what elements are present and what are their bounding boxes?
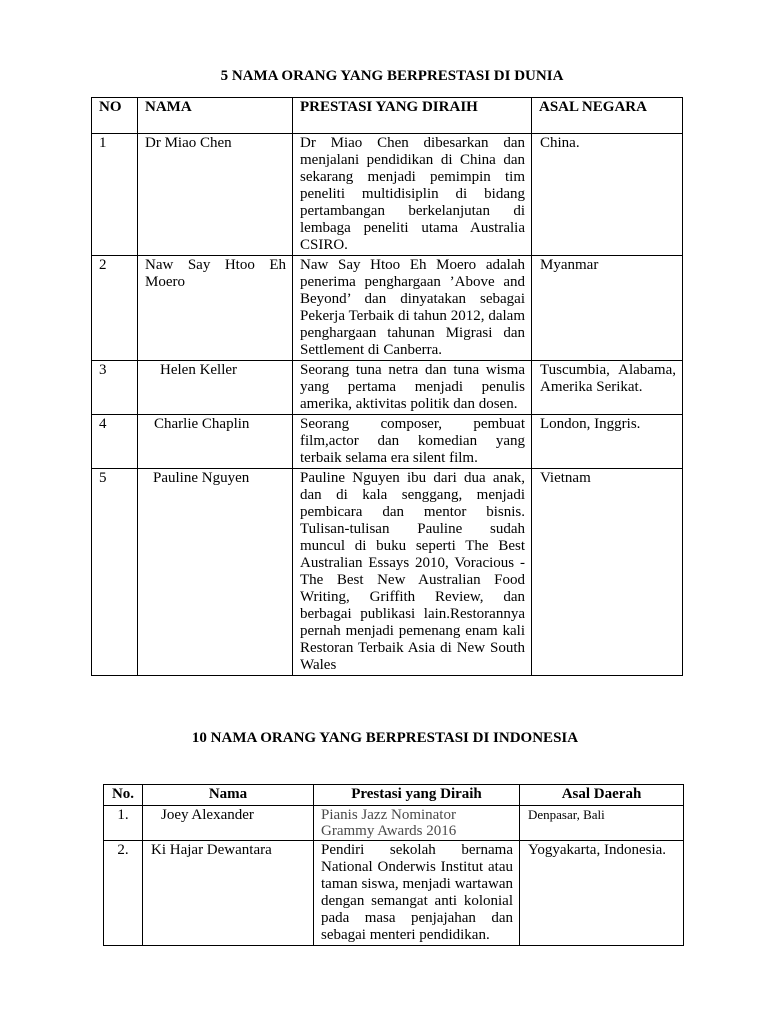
- world-header-achievement: PRESTASI YANG DIRAIH: [293, 98, 532, 134]
- indonesia-row-origin: Yogyakarta, Indonesia.: [520, 841, 684, 946]
- world-row-no: 5: [92, 469, 138, 676]
- world-table-row: [92, 256, 683, 361]
- indonesia-row-origin-cell: [520, 806, 684, 841]
- world-row-achievement: Naw Say Htoo Eh Moero adalah penerima penghargaan ’Above and Beyond’ dan dinyatakan sebagai Pekerja Terbaik di tahun 2012, dalam penghargaan tahunan Migrasi dan Settlement di Canberra.: [293, 256, 532, 361]
- world-row-no: 4: [92, 415, 138, 469]
- world-row-no: 3: [92, 361, 138, 415]
- world-row-name: Naw Say Htoo Eh Moero: [138, 256, 293, 361]
- world-achievers-table: [91, 97, 683, 676]
- world-table-row: [92, 134, 683, 256]
- indonesia-row-no: 1.: [104, 806, 143, 841]
- indonesia-row-achievement-cell: [314, 806, 520, 841]
- indonesia-row-achievement: Pendiri sekolah bernama National Onderwis Institut atau taman siswa, menjadi wartawan dengan semangat anti kolonial pada masa penjajahan dan sebagai menteri pendidikan.: [314, 841, 520, 946]
- world-table-row: [92, 415, 683, 469]
- indonesia-row-origin: Denpasar, Bali: [528, 807, 605, 822]
- world-row-name: Pauline Nguyen: [138, 469, 293, 676]
- indonesia-table-row: [104, 841, 684, 946]
- world-row-name: Charlie Chaplin: [138, 415, 293, 469]
- world-row-origin: China.: [532, 134, 683, 256]
- indonesia-header-name: Nama: [143, 785, 314, 806]
- world-row-origin: Vietnam: [532, 469, 683, 676]
- indonesia-header-origin: Asal Daerah: [520, 785, 684, 806]
- indonesia-table-header-row: [104, 785, 684, 806]
- world-row-origin: London, Inggris.: [532, 415, 683, 469]
- world-header-no: NO: [92, 98, 138, 134]
- world-row-name: Helen Keller: [138, 361, 293, 415]
- indonesia-row-name: Joey Alexander: [143, 806, 314, 841]
- indonesia-table-title: 10 NAMA ORANG YANG BERPRESTASI DI INDONESIA: [191, 730, 579, 746]
- world-row-achievement: Seorang tuna netra dan tuna wisma yang pertama menjadi penulis amerika, aktivitas politik dan dosen.: [293, 361, 532, 415]
- indonesia-header-no: No.: [104, 785, 143, 806]
- world-table-header-row: [92, 98, 683, 134]
- indonesia-row-achievement: Pianis Jazz Nominator Grammy Awards 2016: [321, 807, 457, 839]
- indonesia-header-achievement: Prestasi yang Diraih: [314, 785, 520, 806]
- world-row-achievement: Pauline Nguyen ibu dari dua anak, dan di kala senggang, menjadi pembicara dan mentor bisnis. Tulisan-tulisan Pauline sudah muncul di buku seperti The Best Australian Essays 2010, Voracious - The Best New Australian Food Writing, Griffith Review, dan berbagai publikasi lain.Restorannya pernah menjadi pemenang enam kali Restoran Terbaik Asia di New South Wales: [293, 469, 532, 676]
- world-row-origin: Tuscumbia, Alabama, Amerika Serikat.: [532, 361, 683, 415]
- world-table-row: [92, 469, 683, 676]
- world-row-no: 1: [92, 134, 138, 256]
- world-row-achievement: Dr Miao Chen dibesarkan dan menjalani pendidikan di China dan sekarang menjadi pemimpin tim peneliti multidisiplin di bidang pertambangan berkelanjutan di lembaga peneliti utama Australia CSIRO.: [293, 134, 532, 256]
- world-row-no: 2: [92, 256, 138, 361]
- world-row-name: Dr Miao Chen: [138, 134, 293, 256]
- world-row-achievement: Seorang composer, pembuat film,actor dan komedian yang terbaik selama era silent film.: [293, 415, 532, 469]
- indonesia-row-name: Ki Hajar Dewantara: [143, 841, 314, 946]
- world-row-origin: Myanmar: [532, 256, 683, 361]
- world-table-title: 5 NAMA ORANG YANG BERPRESTASI DI DUNIA: [220, 68, 564, 84]
- world-table-row: [92, 361, 683, 415]
- world-header-name: NAMA: [138, 98, 293, 134]
- world-header-origin: ASAL NEGARA: [532, 98, 683, 134]
- indonesia-achievers-table: [103, 784, 684, 946]
- indonesia-table-row: [104, 806, 684, 841]
- indonesia-row-no: 2.: [104, 841, 143, 946]
